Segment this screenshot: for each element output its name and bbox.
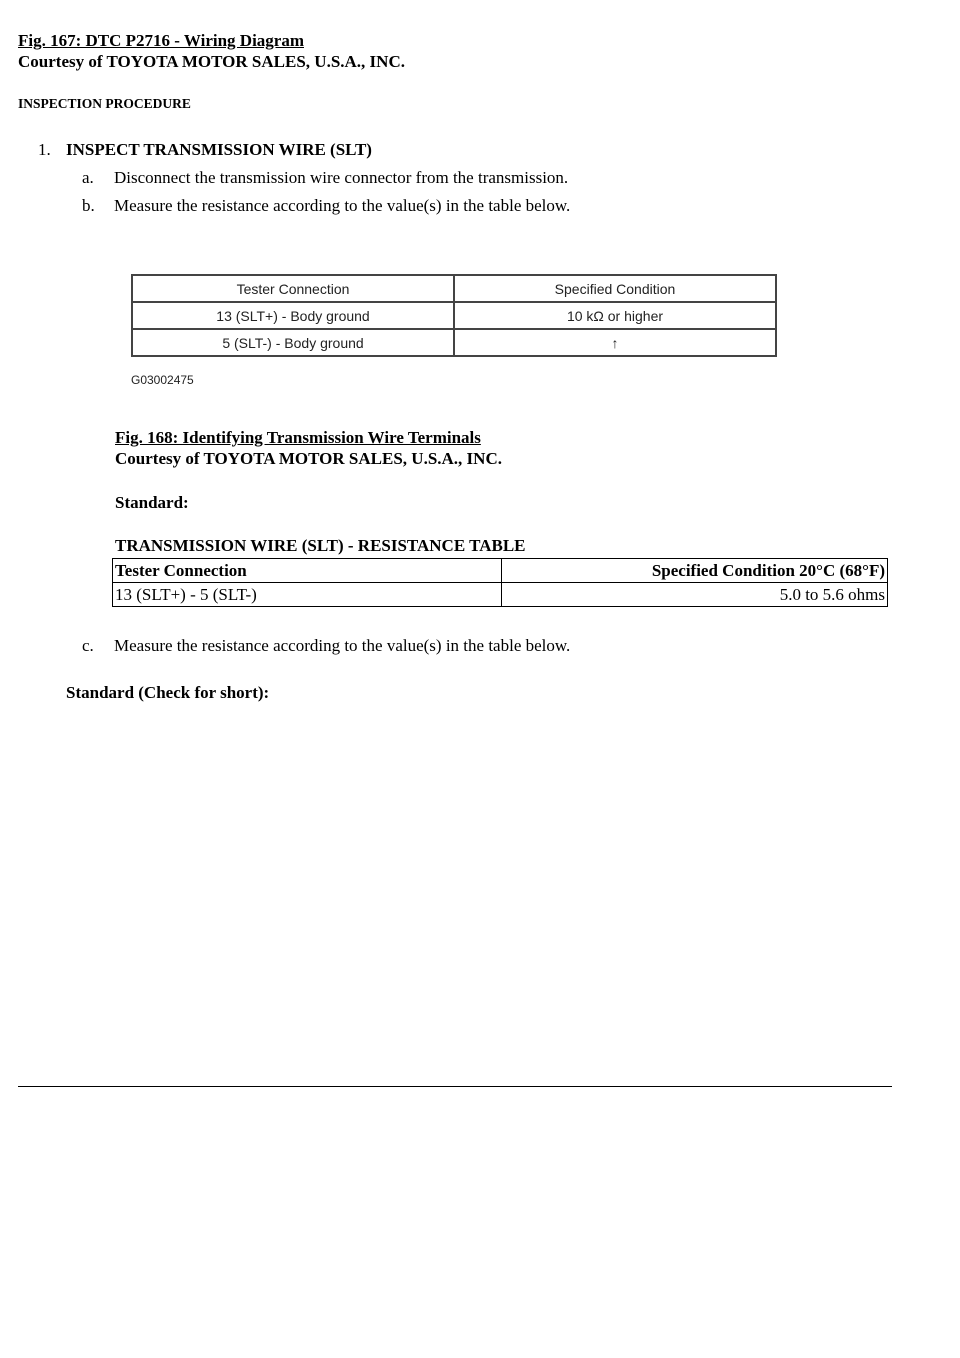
table-row — [132, 302, 776, 329]
fig168-title: Fig. 168: Identifying Transmission Wire Terminals — [115, 428, 481, 447]
substep-b — [82, 196, 782, 216]
fig167-title: Fig. 167: DTC P2716 - Wiring Diagram — [18, 31, 304, 50]
figure-header-cell: Specified Condition — [454, 275, 776, 302]
table-header-row — [113, 559, 888, 583]
figure-resistance-table-image — [131, 274, 777, 357]
table-cell: 5.0 to 5.6 ohms — [502, 583, 888, 607]
resistance-table-title: TRANSMISSION WIRE (SLT) - RESISTANCE TABLE — [115, 536, 526, 555]
figure-cell: 13 (SLT+) - Body ground — [132, 302, 454, 329]
substep-text: Disconnect the transmission wire connector from the transmission. — [114, 168, 569, 187]
resistance-table — [112, 558, 888, 607]
figure-header-cell: Tester Connection — [132, 275, 454, 302]
figure-code: G03002475 — [131, 373, 194, 387]
column-header: Specified Condition 20°C (68°F) — [502, 559, 888, 583]
section-heading: INSPECTION PROCEDURE — [18, 96, 191, 111]
substep-text: Measure the resistance according to the value(s) in the table below. — [114, 636, 571, 655]
substep-letter: c. — [82, 636, 94, 655]
step-title: INSPECT TRANSMISSION WIRE (SLT) — [66, 140, 372, 159]
substep-letter: a. — [82, 168, 94, 187]
footer-divider — [18, 1086, 892, 1087]
standard-label: Standard: — [115, 493, 189, 512]
figure-cell: ↑ — [454, 329, 776, 356]
figure-cell: 10 kΩ or higher — [454, 302, 776, 329]
substep-a — [82, 168, 782, 188]
table-cell: 13 (SLT+) - 5 (SLT-) — [113, 583, 502, 607]
substep-text: Measure the resistance according to the value(s) in the table below. — [114, 196, 571, 215]
substep-c — [82, 636, 782, 656]
column-header: Tester Connection — [113, 559, 502, 583]
step-number: 1. — [38, 140, 51, 159]
table-row — [132, 275, 776, 302]
fig167-courtesy: Courtesy of TOYOTA MOTOR SALES, U.S.A., INC. — [18, 52, 405, 71]
fig168-courtesy: Courtesy of TOYOTA MOTOR SALES, U.S.A., INC. — [115, 449, 502, 468]
standard-short-label: Standard (Check for short): — [66, 683, 270, 702]
substep-letter: b. — [82, 196, 95, 215]
table-row — [113, 583, 888, 607]
table-row — [132, 329, 776, 356]
figure-cell: 5 (SLT-) - Body ground — [132, 329, 454, 356]
